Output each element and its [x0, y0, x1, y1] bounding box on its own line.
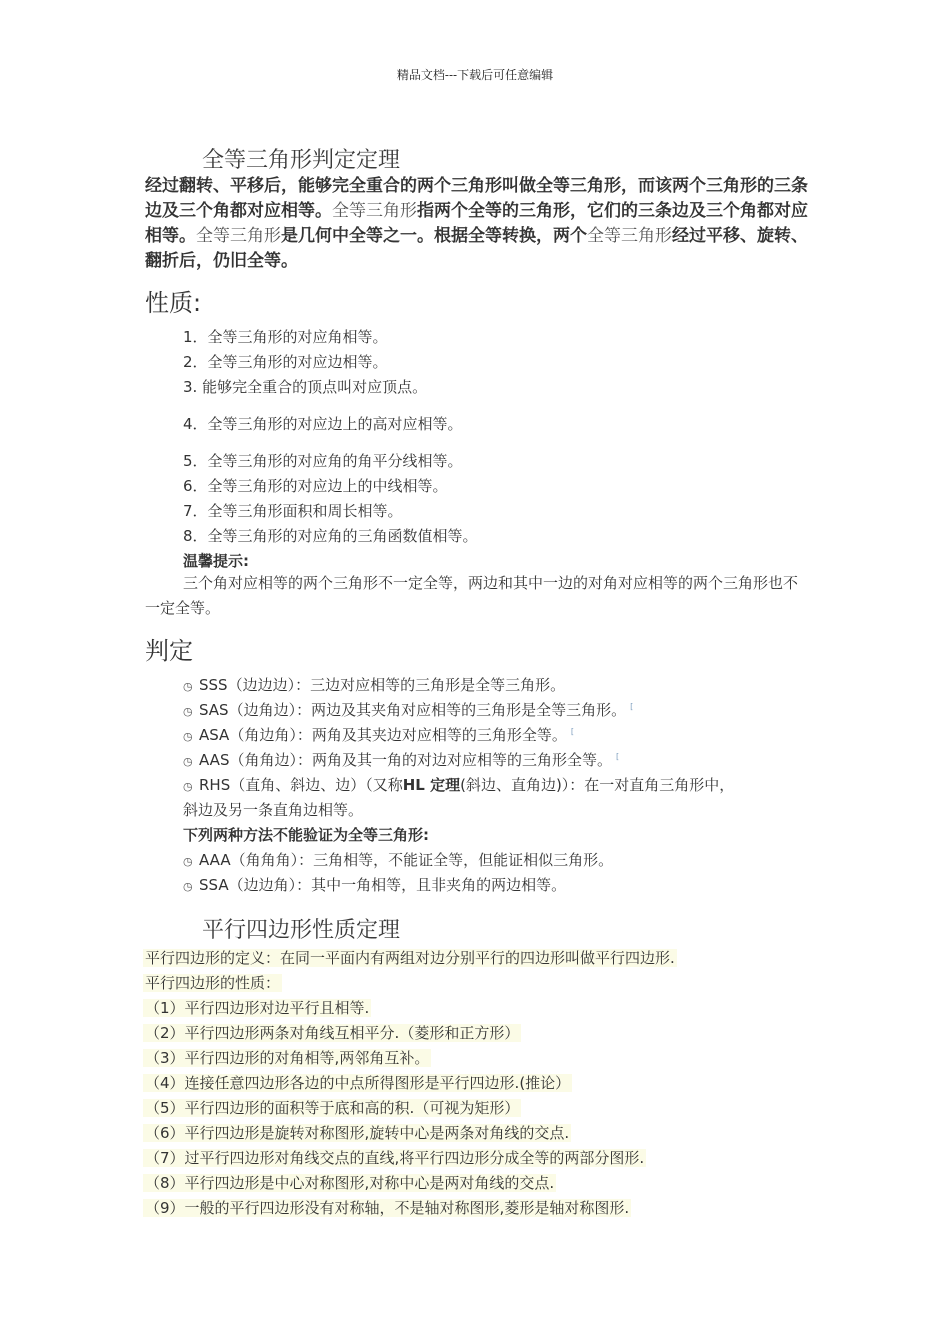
clock-icon: ◷: [183, 680, 193, 693]
criterion-text: （边角边）：两边及其夹角对应相等的三角形是全等三角形。: [228, 701, 627, 719]
criterion-asa: [183, 724, 574, 745]
criterion-text-pre: （直角、斜边、边）（又称: [230, 776, 403, 794]
parallelogram-property: [143, 1022, 521, 1043]
parallelogram-property: [143, 1097, 521, 1118]
parallelogram-property: [143, 1047, 431, 1068]
criterion-key: SSS: [199, 676, 228, 694]
parallelogram-property: [143, 997, 371, 1018]
property-text: （8）平行四边形是中心对称图形,对称中心是两对角线的交点.: [145, 1174, 555, 1192]
intro-paragraph: [145, 174, 815, 274]
property-item: 3. 能够完全重合的顶点叫对应顶点。: [183, 378, 428, 396]
property-item: 5．全等三角形的对应角的角平分线相等。: [183, 452, 463, 470]
properties-heading: 性质:: [145, 289, 202, 317]
property-text: （4）连接任意四边形各边的中点所得图形是平行四边形.(推论）: [145, 1074, 571, 1092]
criterion-text: （角角角）：三角相等，不能证全等，但能证相似三角形。: [230, 851, 614, 869]
hl-theorem: HL 定理: [402, 776, 461, 794]
property-item: 8．全等三角形的对应角的三角函数值相等。: [183, 527, 478, 545]
criterion-sss: [183, 674, 565, 695]
criterion-rhs: [183, 774, 734, 795]
intro-bold-1: 经过翻转、平移后，能够完全重合的两个三角形叫做全等三角形，而该两个三角形的三条边及三个角都对应相等。: [145, 176, 808, 221]
intro-bold-3: 是几何中全等之一。根据全等转换，两个: [281, 226, 587, 246]
property-item: 7．全等三角形面积和周长相等。: [183, 502, 403, 520]
not-valid-label: 下列两种方法不能验证为全等三角形:: [183, 826, 430, 844]
criterion-key: ASA: [199, 726, 230, 744]
intro-bold-4: 经过平移、旋转、翻折后，仍旧全等。: [145, 226, 808, 271]
criterion-aaa: [183, 849, 613, 870]
section-title-parallelogram: 平行四边形性质定理: [202, 918, 401, 943]
criterion-text: （角边角）：两角及其夹边对应相等的三角形全等。: [229, 726, 567, 744]
parallelogram-property: [143, 1147, 646, 1168]
tip-label: 温馨提示:: [183, 552, 249, 570]
props-label-text: 平行四边形的性质：: [145, 974, 281, 992]
intro-bold-2: 指两个全等的三角形，它们的三条边及三个角都对应相等。: [145, 201, 808, 246]
clock-icon: ◷: [183, 780, 193, 793]
criterion-key: RHS: [199, 776, 231, 794]
parallelogram-property: [143, 1197, 631, 1218]
property-text: （2）平行四边形两条对角线互相平分.（菱形和正方形）: [145, 1024, 520, 1042]
criterion-key: SSA: [199, 876, 229, 894]
clock-icon: ◷: [183, 880, 193, 893]
clock-icon: ◷: [183, 855, 193, 868]
parallelogram-definition: [143, 947, 677, 968]
criterion-text-post: (斜边、直角边)）：在一对直角三角形中，: [460, 776, 735, 794]
property-item: 6．全等三角形的对应边上的中线相等。: [183, 477, 448, 495]
criterion-ssa: [183, 874, 566, 895]
criterion-text: （角角边）：两角及其一角的对边对应相等的三角形全等。: [229, 751, 612, 769]
criterion-text: （边边边）：三边对应相等的三角形是全等三角形。: [227, 676, 566, 694]
page-header: 精品文档---下载后可任意编辑: [396, 68, 554, 82]
criterion-sas: [183, 699, 633, 720]
property-text: （9）一般的平行四边形没有对称轴，不是轴对称图形,菱形是轴对称图形.: [145, 1199, 630, 1217]
criterion-key: SAS: [199, 701, 229, 719]
criterion-key: AAA: [199, 851, 231, 869]
intro-term-1: 全等三角形: [332, 201, 417, 221]
property-item: 1．全等三角形的对应角相等。: [183, 328, 388, 346]
reference-mark: [: [630, 702, 634, 711]
intro-term-3: 全等三角形: [587, 226, 672, 246]
parallelogram-property: [143, 1072, 572, 1093]
parallelogram-property: [143, 1122, 571, 1143]
property-item: 4．全等三角形的对应边上的高对应相等。: [183, 415, 463, 433]
parallelogram-property: [143, 1172, 556, 1193]
property-text: （6）平行四边形是旋转对称图形,旋转中心是两条对角线的交点.: [145, 1124, 570, 1142]
property-text: （7）过平行四边形对角线交点的直线,将平行四边形分成全等的两部分图形.: [145, 1149, 645, 1167]
criterion-aas: [183, 749, 619, 770]
criterion-rhs-line2: 斜边及另一条直角边相等。: [183, 801, 364, 819]
criterion-key: AAS: [199, 751, 230, 769]
property-text: （3）平行四边形的对角相等,两邻角互补。: [145, 1049, 430, 1067]
reference-mark: [: [570, 727, 574, 736]
reference-mark: [: [615, 752, 620, 761]
property-text: （1）平行四边形对边平行且相等.: [145, 999, 370, 1017]
section-title-congruent: 全等三角形判定定理: [202, 148, 401, 173]
clock-icon: ◷: [183, 755, 193, 768]
criteria-heading: 判定: [145, 637, 193, 665]
clock-icon: ◷: [183, 705, 193, 718]
parallelogram-props-label: [143, 972, 282, 993]
tip-text: 三个角对应相等的两个三角形不一定全等，两边和其中一边的对角对应相等的两个三角形也不一定全等。: [145, 574, 799, 617]
criterion-text: （边边角）：其中一角相等，且非夹角的两边相等。: [228, 876, 567, 894]
definition-text: 平行四边形的定义：在同一平面内有两组对边分别平行的四边形叫做平行四边形.: [145, 949, 675, 967]
property-text: （5）平行四边形的面积等于底和高的积.（可视为矩形）: [145, 1099, 520, 1117]
intro-term-2: 全等三角形: [196, 226, 281, 246]
property-item: 2．全等三角形的对应边相等。: [183, 353, 388, 371]
clock-icon: ◷: [183, 730, 193, 743]
